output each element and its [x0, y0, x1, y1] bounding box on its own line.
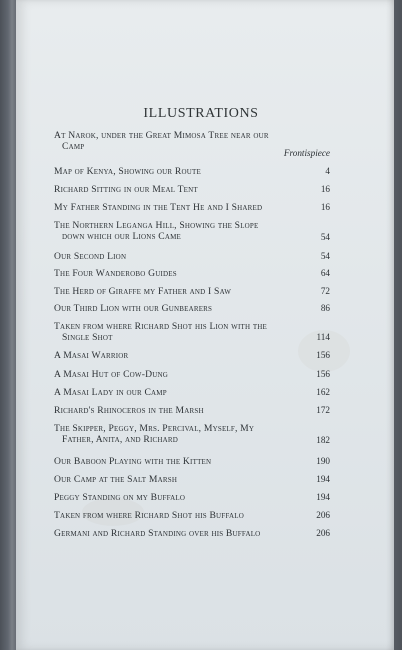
illustration-title: The Northern Leganga Hill, Showing the Slope [54, 220, 259, 231]
illustration-title-continuation: Single Shot [62, 332, 113, 343]
illustration-page-number: 194 [316, 474, 330, 484]
illustration-entry [54, 184, 330, 195]
illustration-title: Germani and Richard Standing over his Buffalo [54, 528, 261, 539]
illustration-page-number: 54 [320, 232, 330, 242]
illustration-entry [54, 492, 330, 503]
illustration-entry [54, 423, 330, 445]
illustration-title: Our Baboon Playing with the Kitten [54, 456, 212, 467]
illustration-title: Our Second Lion [54, 251, 127, 262]
illustration-title: Richard's Rhinoceros in the Marsh [54, 405, 204, 416]
illustration-page-number: Frontispiece [283, 148, 330, 158]
illustration-entry [54, 166, 330, 177]
illustration-entry [54, 528, 330, 539]
illustration-entry [54, 286, 330, 297]
illustration-entry [54, 405, 330, 416]
illustration-title: A Masai Hut of Cow-Dung [54, 369, 169, 380]
illustration-title: The Herd of Giraffe my Father and I Saw [54, 286, 232, 297]
illustration-entry [54, 510, 330, 521]
illustration-title-continuation: Camp [62, 141, 85, 152]
illustration-entry [54, 268, 330, 279]
illustration-page-number: 194 [316, 492, 330, 502]
illustration-title: My Father Standing in the Tent He and I Shared [54, 202, 263, 213]
illustration-title-continuation: Father, Anita, and Richard [62, 434, 179, 445]
illustration-entry [54, 251, 330, 262]
illustration-title: Map of Kenya, Showing our Route [54, 166, 201, 177]
illustration-page-number: 64 [320, 268, 330, 278]
illustration-title: Richard Sitting in our Meal Tent [54, 184, 198, 195]
illustration-page-number: 206 [316, 510, 330, 520]
illustration-entry [54, 369, 330, 380]
illustration-entry [54, 350, 330, 361]
illustration-page-number: 114 [316, 332, 330, 342]
illustration-title: Our Camp at the Salt Marsh [54, 474, 178, 485]
illustration-title: The Skipper, Peggy, Mrs. Percival, Myself, My [54, 423, 255, 434]
illustration-entry [54, 303, 330, 314]
illustration-title-continuation: down which our Lions Came [62, 231, 182, 242]
illustration-entry [54, 387, 330, 398]
illustration-title: A Masai Warrior [54, 350, 129, 361]
illustration-page-number: 16 [320, 202, 330, 212]
illustration-page-number: 86 [320, 303, 330, 313]
illustration-title: At Narok, under the Great Mimosa Tree near our [54, 130, 269, 141]
illustration-page-number: 172 [316, 405, 330, 415]
illustration-page-number: 4 [325, 166, 330, 176]
illustration-title: The Four Wanderobo Guides [54, 268, 177, 279]
illustration-entry [54, 474, 330, 485]
illustration-entry [54, 456, 330, 467]
illustration-page-number: 54 [320, 251, 330, 261]
illustration-page-number: 206 [316, 528, 330, 538]
illustration-title: Taken from where Richard Shot his Lion with the [54, 321, 268, 332]
illustration-page-number: 16 [320, 184, 330, 194]
illustration-entry [54, 202, 330, 213]
illustration-page-number: 162 [316, 387, 330, 397]
illustration-entry [54, 220, 330, 242]
illustration-page-number: 156 [316, 350, 330, 360]
illustration-title: Peggy Standing on my Buffalo [54, 492, 186, 503]
illustration-entry [54, 321, 330, 343]
illustration-title: Our Third Lion with our Gunbearers [54, 303, 213, 314]
illustrations-heading: ILLUSTRATIONS [143, 106, 259, 121]
illustration-title: Taken from where Richard Shot his Buffalo [54, 510, 244, 521]
illustration-page-number: 190 [316, 456, 330, 466]
illustration-page-number: 182 [316, 435, 330, 445]
illustration-page-number: 156 [316, 369, 330, 379]
illustration-title: A Masai Lady in our Camp [54, 387, 167, 398]
illustration-page-number: 72 [320, 286, 330, 296]
